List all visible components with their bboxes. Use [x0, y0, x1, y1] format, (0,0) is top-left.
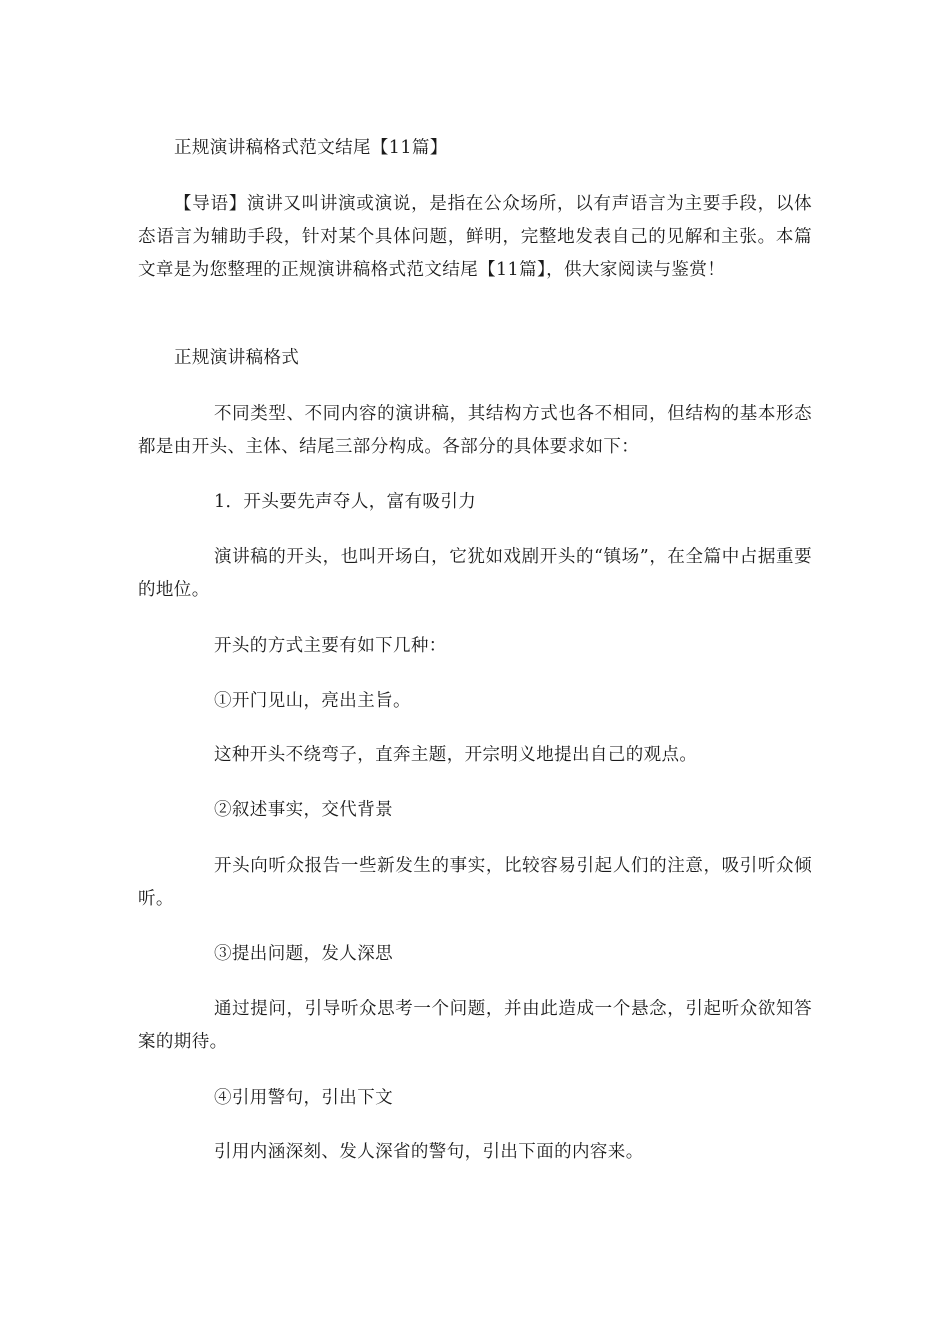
body-paragraph: 这种开头不绕弯子，直奔主题，开宗明义地提出自己的观点。 — [214, 745, 698, 765]
body-paragraph: 演讲稿的开头，也叫开场白，它犹如戏剧开头的“镇场”，在全篇中占据重要的地位。 — [138, 547, 812, 600]
body-paragraph: 通过提问，引导听众思考一个问题，并由此造成一个悬念，引起听众欲知答案的期待。 — [138, 999, 812, 1052]
body-paragraph: 引用内涵深刻、发人深省的警句，引出下面的内容来。 — [214, 1142, 644, 1162]
intro-paragraph: 【导语】演讲又叫讲演或演说，是指在公众场所，以有声语言为主要手段，以体态语言为辅助手段，针对某个具体问题，鲜明，完整地发表自己的见解和主张。本篇文章是为您整理的正规演讲稿格式范文结尾【11篇】，供大家阅读与鉴赏！ — [138, 194, 812, 280]
body-paragraph: 开头的方式主要有如下几种： — [214, 636, 447, 656]
list-item-4: ④引用警句，引出下文 — [214, 1088, 393, 1108]
list-item-3: ③提出问题，发人深思 — [214, 944, 393, 964]
document-title: 正规演讲稿格式范文结尾【11篇】 — [174, 138, 448, 158]
subheading-opening: 1．开头要先声夺人，富有吸引力 — [214, 492, 477, 512]
list-item-2: ②叙述事实，交代背景 — [214, 800, 393, 820]
body-paragraph: 不同类型、不同内容的演讲稿，其结构方式也各不相同，但结构的基本形态都是由开头、主体、结尾三部分构成。各部分的具体要求如下： — [138, 404, 812, 457]
list-item-1: ①开门见山，亮出主旨。 — [214, 691, 411, 711]
section-heading: 正规演讲稿格式 — [174, 348, 300, 368]
body-paragraph: 开头向听众报告一些新发生的事实，比较容易引起人们的注意，吸引听众倾听。 — [138, 856, 812, 909]
